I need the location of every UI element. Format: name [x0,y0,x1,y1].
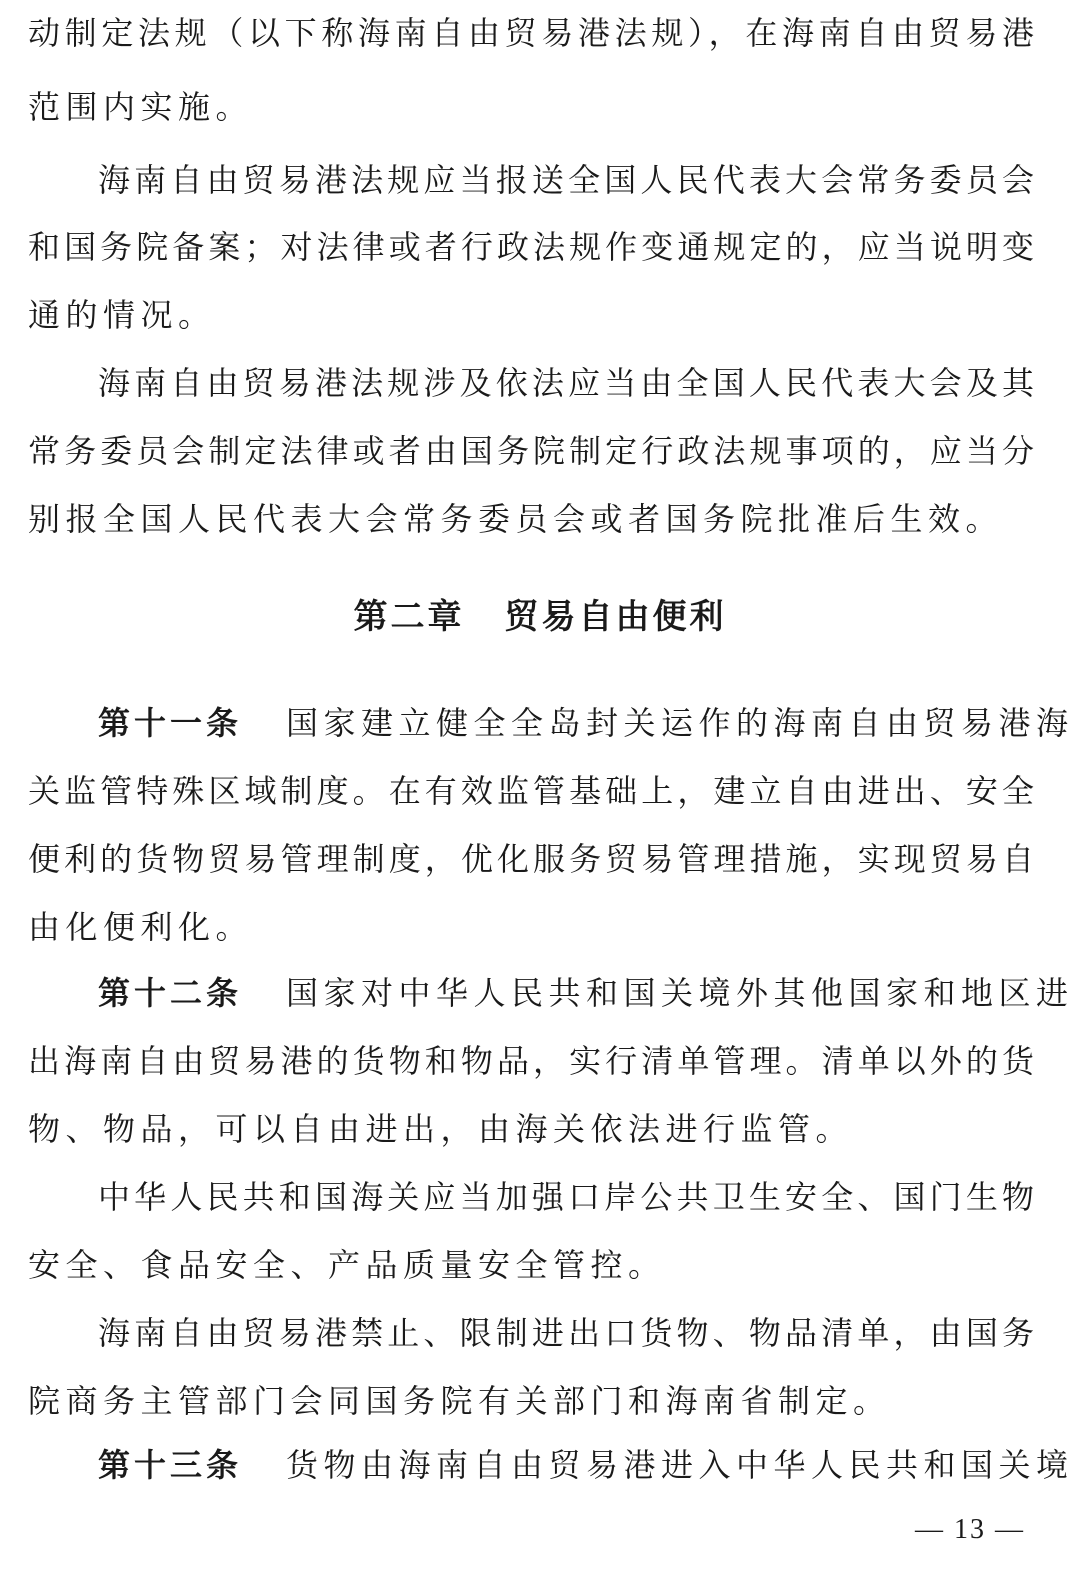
article-11-first-line [28,698,1074,748]
text-line: 别报全国人民代表大会常务委员会或者国务院批准后生效。 [28,500,1004,538]
article-13-label: 第十三条 [98,1446,243,1484]
text-line: 海南自由贸易港法规涉及依法应当由全国人民代表大会及其 [98,364,1034,402]
text-line: 通的情况。 [28,296,216,334]
text-line: 关监管特殊区域制度。在有效监管基础上，建立自由进出、安全 [28,772,1034,810]
text-line: 中华人民共和国海关应当加强口岸公共卫生安全、国门生物 [98,1178,1034,1216]
text-line: 动制定法规（以下称海南自由贸易港法规），在海南自由贸易港 [28,14,1034,52]
text-line: 院商务主管部门会同国务院有关部门和海南省制定。 [28,1382,891,1420]
text-line: 常务委员会制定法律或者由国务院制定行政法规事项的，应当分 [28,432,1034,470]
chapter-title: 贸易自由便利 [504,597,727,637]
text-line: 海南自由贸易港法规应当报送全国人民代表大会常务委员会 [98,161,1034,199]
text-line: 出海南自由贸易港的货物和物品，实行清单管理。清单以外的货 [28,1042,1034,1080]
text-line: 安全、食品安全、产品质量安全管控。 [28,1246,666,1284]
text-line: 便利的货物贸易管理制度，优化服务贸易管理措施，实现贸易自 [28,840,1034,878]
text-line: 和国务院备案；对法律或者行政法规作变通规定的，应当说明变 [28,228,1034,266]
article-13-text: 货物由海南自由贸易港进入中华人民共和国关境 [286,1446,1074,1484]
text-line: 由化便利化。 [28,908,254,946]
article-12-label: 第十二条 [98,974,243,1012]
article-12-first-line [28,968,1074,1018]
article-13-first-line [28,1440,1074,1490]
chapter-heading [0,592,1080,642]
article-12-text: 国家对中华人民共和国关境外其他国家和地区进 [286,974,1074,1012]
chapter-number: 第二章 [353,597,465,637]
text-line: 范围内实施。 [28,88,254,126]
page-number: — 13 — [915,1514,1025,1545]
article-11-text: 国家建立健全全岛封关运作的海南自由贸易港海 [286,704,1074,742]
text-line: 海南自由贸易港禁止、限制进出口货物、物品清单，由国务 [98,1314,1034,1352]
article-11-label: 第十一条 [98,704,243,742]
text-line: 物、物品，可以自由进出，由海关依法进行监管。 [28,1110,854,1148]
